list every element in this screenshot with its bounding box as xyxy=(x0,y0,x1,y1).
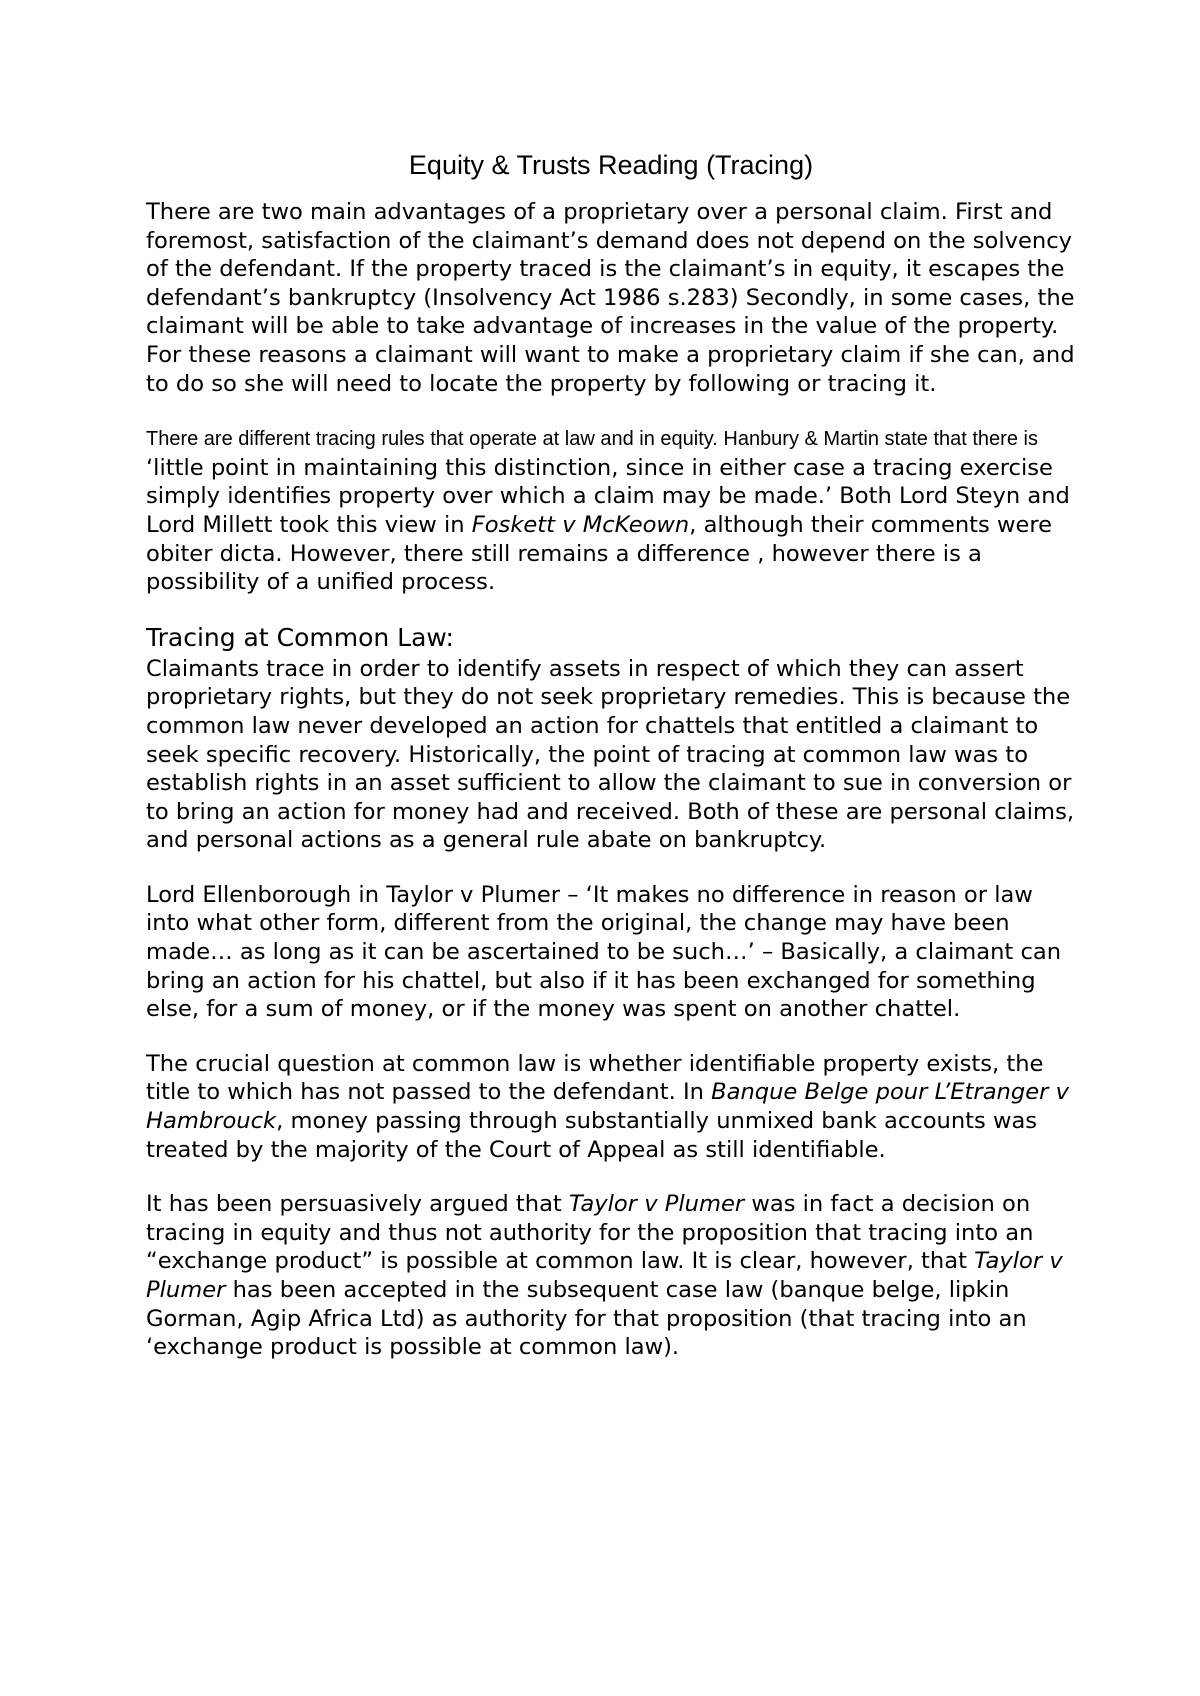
case-name-taylor-plumer-2: Taylor v Plumer xyxy=(146,1248,1063,1303)
paragraph-distinction-quote: ‘little point in maintaining this distinction, since in either case a tracing exercise simply identifies property over which a claim may be made.’ Both Lord Steyn and Lord Millett took this view in xyxy=(146,454,1070,538)
paragraph-ellenborough: Lord Ellenborough in Taylor v Plumer – ‘It makes no difference in reason or law into what other form, different from the original, the change may have been made… as long as it can be ascertained to be such…’ – Basically, a claimant can bring an action for his chattel, but also if it has been exchanged for something else, for a sum of money, or if the money was spent on another chattel. xyxy=(146,881,1062,1023)
paragraph-claimants-trace: Claimants trace in order to identify assets in respect of which they can assert proprietary rights, but they do not seek proprietary remedies. This is because the common law never developed an action for chattels that entitled a claimant to seek specific recovery. Historically, the point of tracing at common law was to establish rights in an asset sufficient to allow the claimant to sue in conversion or to bring an action for money had and received. Both of these are personal claims, and personal actions as a general rule abate on bankruptcy. xyxy=(146,655,1075,854)
paragraph-distinction-end: , although their comments were obiter dicta. However, there still remains a difference , however there is a possibility of a unified process. xyxy=(146,511,1053,596)
case-name-banque-belge: Banque Belge pour L’Etranger v Hambrouck xyxy=(146,1079,1069,1135)
paragraph-argued-start: It has been persuasively argued that xyxy=(146,1191,569,1218)
paragraph-distinction xyxy=(146,424,1076,597)
case-name-foskett: Foskett v McKeown xyxy=(471,511,690,538)
document-title: Equity & Trusts Reading (Tracing) xyxy=(408,150,814,180)
paragraph-crucial-question-end: , money passing through substantially unmixed bank accounts was treated by the majority of the Court of Appeal as still identifiable. xyxy=(146,1108,1038,1163)
paragraph-crucial-question-start: The crucial question at common law is whether identifiable property exists, the title to which has not passed to the defendant. In xyxy=(146,1050,1044,1106)
paragraph-crucial-question xyxy=(146,1050,1076,1164)
paragraph-persuasively-argued xyxy=(146,1190,1076,1362)
paragraph-argued-middle: was in fact a decision on tracing in equity and thus not authority for the proposition that tracing into an “exchange product” is possible at common law. It is clear, however, that xyxy=(146,1191,1034,1275)
section-heading-common-law: Tracing at Common Law: xyxy=(146,622,454,652)
case-name-taylor-plumer-1: Taylor v Plumer xyxy=(568,1191,745,1218)
paragraph-advantages: There are two main advantages of a proprietary over a personal claim. First and foremost, satisfaction of the claimant’s demand does not depend on the solvency of the defendant. If the property traced is the claimant’s in equity, it escapes the defendant’s bankruptcy (Insolvency Act 1986 s.283) Secondly, in some cases, the claimant will be able to take advantage of increases in the value of the property. For these reasons a claimant will want to make a proprietary claim if she can, and to do so she will need to locate the property by following or tracing it. xyxy=(146,199,1075,397)
paragraph-argued-end: has been accepted in the subsequent case law (banque belge, lipkin Gorman, Agip Africa Ltd) as authority for that proposition (that tracing into an ‘exchange product is possible at common law). xyxy=(146,1277,1027,1361)
paragraph-distinction-intro: There are different tracing rules that operate at law and in equity. Hanbury & Martin state that there is xyxy=(146,428,1038,451)
document-body xyxy=(146,148,1076,1388)
